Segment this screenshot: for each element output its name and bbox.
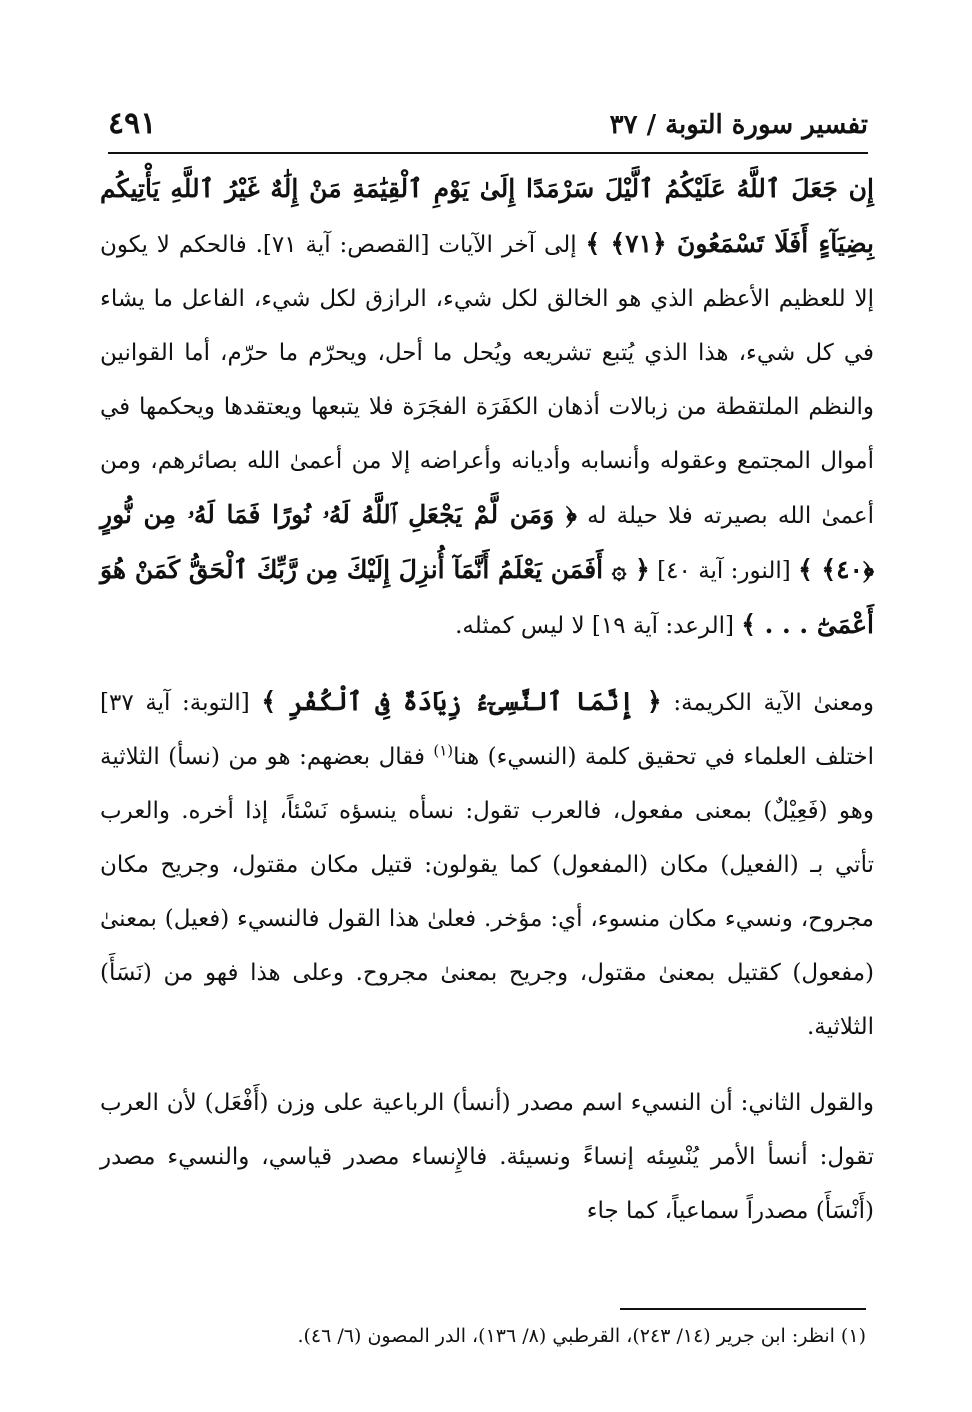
verse-reference: [النور: آية ٤٠] [657,558,791,584]
paragraph-gap [100,1054,874,1076]
paragraph-text: [التوبة: آية ٣٧] اختلف العلماء في تحقيق كلمة (النسيء) هنا [100,690,875,770]
paragraph-text: ومعنىٰ الآية الكريمة: [673,690,875,716]
paragraph-3 [100,1076,874,1238]
paragraph-text: فقال بعضهم: هو من (نسأ) الثلاثية وهو (فَعِيْلٌ) بمعنى مفعول، فالعرب تقول: نسأه ينسؤه نَسْئاً، إذا أخره. والعرب تأتي بـ (الفعيل) مكان (المفعول) كما يقولون: قتيل مكان مقتول، وجريح مكان مجروح، ونسيء مكان منسوء، أي: مؤخر. فعلىٰ هذا القول فالنسيء (فعيل) بمعنىٰ (مفعول) كقتيل بمعنىٰ مقتول، وجريح بمعنىٰ مجروح. وعلى هذا فهو من (نَسَأَ) الثلاثية. [100,744,874,1040]
paragraph-gap [100,653,874,675]
paragraph-text: والقول الثاني: أن النسيء اسم مصدر (أنسأ) الرباعية على وزن (أَفْعَل) لأن العرب تقول: أنسأ الأمر يُنْسِئه إنساءً ونسيئة. فالإِنساء مصدر قياسي، والنسيء مصدر (أَنْسَأَ) مصدراً سماعياً، كما جاء [100,1090,874,1224]
quran-verse: ﴿ وَمَن لَّمْ يَجْعَلِ ٱللَّهُ لَهُۥ نُورًا فَمَا لَهُۥ مِن نُّورٍ ﴿٤٠﴾ ﴾ [100,500,875,584]
page-body [100,162,874,1238]
paragraph-text: إلى آخر الآيات [القصص: آية ٧١]. فالحكم لا يكون إلا للعظيم الأعظم الذي هو الخالق لكل شيء، الرازق لكل شيء، الفاعل ما يشاء في كل شيء، هذا الذي يُتبع تشريعه ويُحل ما أحل، ويحرّم ما حرّم، أما القوانين والنظم الملتقطة من زبالات أذهان الكفَرَة الفجَرَة فلا يتبعها ويعتقدها ويحكمها في أموال المجتمع وعقوله وأنسابه وأديانه وأعراضه إلا من أعمىٰ الله بصائرهم، ومن أعمىٰ الله بصيرته فلا حيلة له [100,232,875,529]
footnote-rule [620,1308,866,1310]
quran-verse: إِن جَعَلَ ٱللَّهُ عَلَيْكُمُ ٱلَّيْلَ سَرْمَدًا إِلَىٰ يَوْمِ ٱلْقِيَٰمَةِ مَنْ إِلَٰهٌ غَيْرُ ٱللَّهِ يَأْتِيكُم بِضِيَآءٍ أَفَلَا تَسْمَعُونَ ﴿٧١﴾ ﴾ [100,174,874,258]
page-number: ٤٩١ [108,106,157,141]
quran-verse: ﴿ إِنَّمَا ٱلنَّسِىٓءُ زِيَادَةٌ فِى ٱلْكُفْرِ ﴾ [261,687,662,716]
running-title: تفسير سورة التوبة / ٣٧ [609,110,868,140]
paragraph-1 [100,162,874,653]
header-rule [108,152,868,154]
quran-verse: ﴿ ۞ أَفَمَن يَعْلَمُ أَنَّمَآ أُنزِلَ إِلَيْكَ مِن رَّبِّكَ ٱلْحَقُّ كَمَنْ هُوَ أَعْمَىٰٓ . . . ﴾ [100,555,874,639]
paragraph-text: [الرعد: آية ١٩] لا ليس كمثله. [455,613,734,639]
paragraph-2 [100,675,874,1054]
footnote: (١) انظر: ابن جرير (١٤/ ٢٤٣)، القرطبي (٨/ ١٣٦)، الدر المصون (٦/ ٤٦). [297,1325,866,1347]
page-header [108,102,868,152]
footnote-marker: (١) [433,741,454,760]
